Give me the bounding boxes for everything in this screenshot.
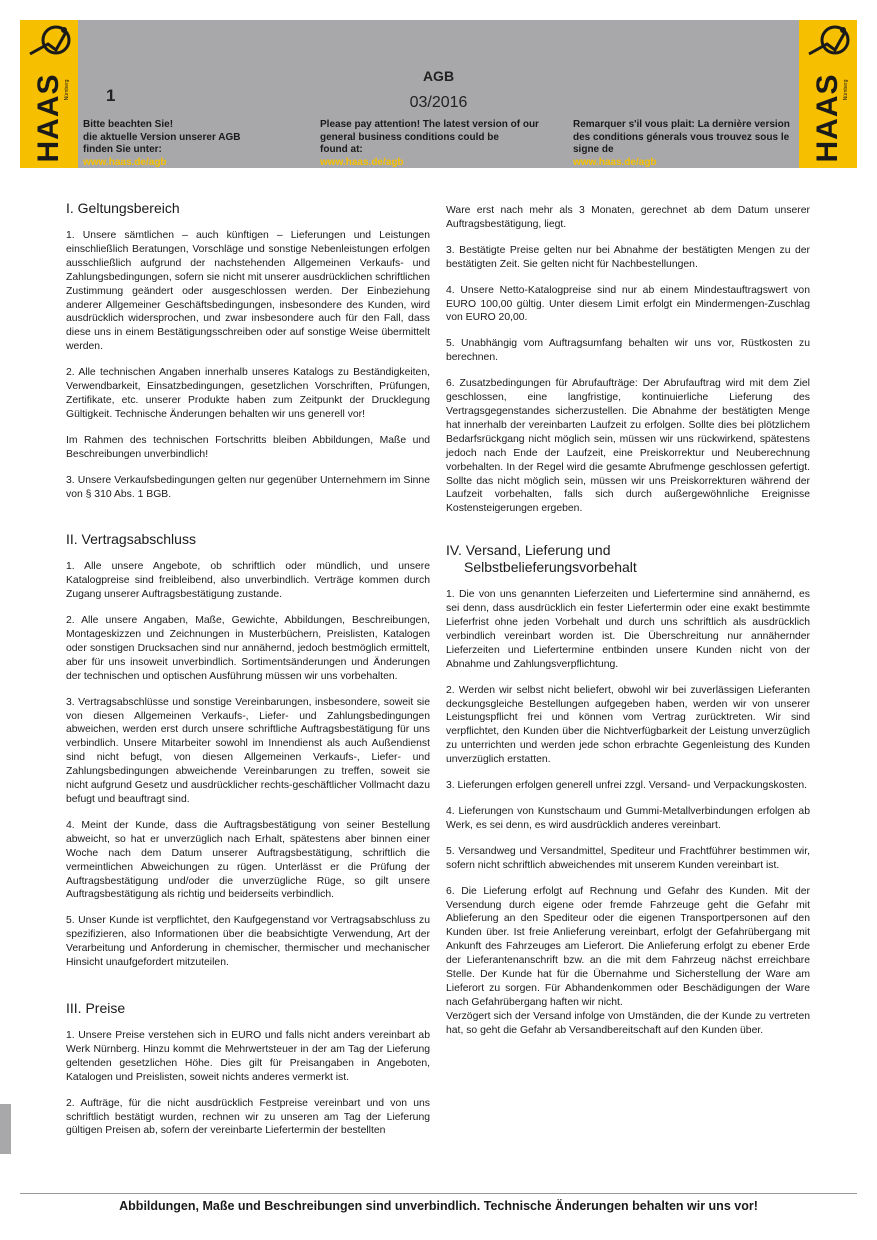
document-title: AGB: [422, 68, 455, 84]
section-title: [446, 542, 810, 576]
paragraph: 1. Unsere Preise verstehen sich in EURO und falls nicht anders vereinbart ab Werk Nürnberg. Hinzu kommt die Mehrwertsteuer in der am Tag der Lieferung geltenden gesetzlichen Höhe. Dies gilt für Preisangaben in Angeboten, Katalogen und Preislisten, soweit nichts anderes vermerkt ist.: [66, 1029, 430, 1083]
paragraph: Im Rahmen des technischen Fortschritts bleiben Abbildungen, Maße und Beschreibungen unverbindlich!: [66, 434, 430, 460]
brand-sub: Nürnberg: [64, 79, 70, 101]
notice-line: Please pay attention! The latest version of our: [320, 119, 539, 130]
paragraph: Ware erst nach mehr als 3 Monaten, gerechnet ab dem Datum unserer Auftragsbestätigung, liegt.: [446, 205, 810, 230]
paragraph: 6. Zusatzbedingungen für Abrufaufträge: Der Abrufauftrag wird mit dem Ziel geschlossen, eine langfristige, kontinuierliche Lieferung des Vertragsgegenstandes sicherzustellen. Die Abnahme der bestätigten Menge hat innerhalb der vereinbarten Laufzeit zu erfolgen. Sollte dies bei plötzlichem Bedarfsrückgang nicht möglich sein, müssen wir uns rückwirkend, spätestens jedoch nach Ende der Laufzeit, eine Preiskorrektur und Neuberechnung vorbehalten. In der Regel wird die gesamte Abrufmenge geschlossen gefertigt. Sollte das nicht möglich sein, müssen wir uns Preiskorrekturen während der Laufzeit vorbehalten, falls sich durch außergewöhnliche Ereignisse Kostensteigerungen ergeben.: [446, 378, 810, 515]
paragraph: 3. Bestätigte Preise gelten nur bei Abnahme der bestätigten Mengen zu der bestätigten Zeit. Sie gelten nicht für Nachbestellungen.: [446, 244, 810, 270]
haas-emblem-icon: [26, 24, 72, 60]
paragraph: 3. Vertragsabschlüsse und sonstige Vereinbarungen, insbesondere, soweit sie von diesen Allgemeinen Verkaufs-, Liefer- und Zahlungsbedingungen abweichen, werden erst durch unsere schriftliche Auftragsbestätigung für uns verbindlich. Unsere Mitarbeiter sowohl im Innendienst als auch Außendienst sind nicht befugt, von diesen Allgemeinen Verkaufs-, Liefer- und Zahlungsbedingungen abweichende Vereinbarungen zu treffen, soweit sie nicht aufgrund Gesetz und ausdrücklicher rechts-geschäftlicher Vollmacht dazu befugt und beauftragt sind.: [66, 696, 430, 805]
right-column: [446, 204, 810, 1050]
paragraph: 5. Unabhängig vom Auftragsumfang behalten wir uns vor, Rüstkosten zu berechnen.: [446, 338, 810, 364]
brand-wordmark: HAAS: [811, 73, 844, 163]
notice-french: [573, 119, 803, 169]
paragraph: 2. Alle unsere Angaben, Maße, Gewichte, Abbildungen, Beschreibungen, Montageskizzen und Zeichnungen in Musterbüchern, Preislisten, Katalogen oder sonstigen Drucksachen sind nur annähernd, jedoch bestmöglich ermittelt, aber für uns insoweit unverbindlich. Sortimentsänderungen und Änderungen der technischen und optischen Ausführung müssen wir uns vorbehalten.: [66, 615, 430, 682]
side-tab-marker: [0, 1104, 11, 1154]
notice-line: die aktuelle Version unserer AGB: [83, 131, 241, 143]
section-title: I. Geltungsbereich: [66, 200, 180, 216]
paragraph: 3. Lieferungen erfolgen generell unfrei zzgl. Versand- und Verpackungskosten.: [446, 780, 808, 792]
notice-line: found at:: [320, 144, 363, 155]
notice-line: Bitte beachten Sie!: [83, 119, 174, 130]
paragraph: 5. Versandweg und Versandmittel, Spediteur und Frachtführer bestimmen wir, sofern nicht schriftlich abweichendes mit unserem Kunden vereinbart ist.: [446, 845, 810, 871]
footer-disclaimer: Abbildungen, Maße und Beschreibungen sind unverbindlich. Technische Änderungen behalten wir uns vor!: [119, 1199, 758, 1213]
notice-line: Remarquer s'il vous plait: La dernière version: [573, 119, 790, 130]
paragraph: 5. Unser Kunde ist verpflichtet, den Kaufgegenstand vor Vertragsabschluss zu spezifizieren, also Informationen über die beabsichtigte Verwendung, Art der Verarbeitung und Anforderung in chemischer, thermischer und mechanischer Hinsicht unaufgefordert mitzuteilen.: [66, 915, 430, 969]
haas-emblem-icon: [805, 24, 851, 60]
agb-link[interactable]: www.haas.de/agb: [573, 156, 657, 168]
footer-divider: [20, 1193, 857, 1194]
paragraph: 2. Aufträge, für die nicht ausdrücklich Festpreise vereinbart und von uns schriftlich bestätigt wurden, rechnen wir zu unseren am Tag der Lieferung gültigen Preisen ab, sofern der vereinbarte Liefertermin der bestellten: [66, 1097, 430, 1137]
section-title-line: Selbstbelieferungsvorbehalt: [464, 559, 637, 576]
section-title: II. Vertragsabschluss: [66, 531, 196, 548]
paragraph: 2. Alle technischen Angaben innerhalb unseres Katalogs zu Beständigkeiten, Verwendbarkeit, Einsatzbedingungen, gesetzlichen Vorschriften, Prüfungen, Zertifikate, etc. unserer Produkte haben zum Zeitpunkt der Drucklegung Gültigkeit. Technische Änderungen behalten wir uns generell vor!: [66, 367, 430, 420]
paragraph: 3. Unsere Verkaufsbedingungen gelten nur gegenüber Unternehmern im Sinne von § 310 Abs. 1 BGB.: [66, 474, 430, 500]
page-number: 1: [106, 86, 116, 105]
paragraph: 4. Unsere Netto-Katalogpreise sind nur ab einem Mindestauftragswert von EURO 100,00 gültig. Unter diesem Limit erfolgt ein Mindermengen-Zuschlag von EURO 20,00.: [446, 284, 810, 324]
document-date: 03/2016: [409, 94, 468, 111]
brand-wordmark: HAAS: [32, 73, 65, 163]
notice-line: finden Sie unter:: [83, 144, 162, 155]
agb-link[interactable]: www.haas.de/agb: [320, 156, 404, 168]
agb-link[interactable]: www.haas.de/agb: [83, 156, 167, 168]
notice-english: [320, 119, 560, 169]
notice-line: signe de: [573, 144, 614, 155]
paragraph: 1. Die von uns genannten Lieferzeiten und Liefertermine sind annähernd, es sei denn, dass ausdrücklich ein fester Liefertermin oder eine exakt bestimmte Lieferfrist ohne jeden Vorbehalt und durch uns schriftlich als ausdrücklich verbindlich vereinbart worden ist. Die Überschreitung nur annähernder Lieferzeiten und Liefertermine entbinden unsere Kunden nicht von der Abnahme und Zahlungsverpflichtung.: [446, 589, 810, 670]
paragraph: 2. Werden wir selbst nicht beliefert, obwohl wir bei zuverlässigen Lieferanten deckungsgleiche Bestellungen aufgegeben haben, werden wir von unserer Leistungspflicht frei und können vom Vertrag zurücktreten. Wir sind verpflichtet, den Kunden über die Nichtverfügbarkeit der Leistung unverzüglich zu unterrichten und werden jede schon erbrachte Gegenleistung des Kunden unverzüglich erstatten.: [446, 684, 810, 766]
paragraph: 4. Meint der Kunde, dass die Auftragsbestätigung von seiner Bestellung abweicht, so hat er unverzüglich nach Erhalt, spätestens aber binnen einer Woche nach dem Datum unserer Auftragsbestätigung, schriftlich die vermeintlichen Abweichungen zu rügen. Unterlässt er die Prüfung der Auftragsbestätigung und/oder die unverzügliche Rüge, so gilt unsere Auftragsbestätigung als richtig und beiderseits verbindlich.: [66, 819, 430, 901]
left-column: [66, 200, 430, 1150]
section-title-line: IV. Versand, Lieferung und: [446, 542, 611, 559]
brand-sub: Nürnberg: [843, 79, 849, 101]
notice-line: des conditions génerals vous trouvez sous le: [573, 131, 790, 143]
paragraph: 1. Unsere sämtlichen – auch künftigen – Lieferungen und Leistungen einschließlich Beratungen, Vorschläge und sonstige Nebenleistungen erfolgen ausschließlich aufgrund der nachstehenden Allgemeinen Verkaufs- und Zahlungsbedingungen, sofern sie nicht mit unserer ausdrücklichen schriftlichen Zustimmung geändert oder ausgeschlossen werden. Der Einbeziehung anderer Allgemeiner Geschäftsbedingungen, insbesondere des Kunden, wird ausdrücklich widersprochen, und zwar insbesondere auch für den Fall, dass diese uns in einem Bestätigungsschreiben oder auf sonstige Weise übermittelt werden.: [66, 230, 430, 353]
page-header: [20, 20, 857, 168]
paragraph: 6. Die Lieferung erfolgt auf Rechnung und Gefahr des Kunden. Mit der Versendung durch eigene oder fremde Fahrzeuge geht die Gefahr mit Ablieferung an den Spediteur oder die eigenen Transportpersonen auf den Kunden über. Ist freie Anlieferung vereinbart, erfolgt der Gefahrübergang mit Ankunft des Fahrzeuges am Lieferort. Die Anlieferung erfolgt zu ebener Erde der Lieferantenanschrift bzw. an die mit dem Fahrzeug nächst erreichbare Stelle. Der Kunde hat für die Übernahme und Sicherstellung der Ware am Lieferort zu sorgen. Für Abhandenkommen oder Beschädigungen der Ware nach Gefahrübergang haften wir nicht.: [446, 885, 810, 1008]
haas-logo-right: [799, 20, 857, 168]
notice-german: [83, 119, 283, 169]
notice-line: general business conditions could be: [320, 131, 499, 143]
paragraph: 1. Alle unsere Angebote, ob schriftlich oder mündlich, und unsere Katalogpreise sind freibleibend, also unverbindlich. Verträge kommen durch Zugang unserer Auftragsbestätigung zustande.: [66, 561, 430, 601]
paragraph: Verzögert sich der Versand infolge von Umständen, die der Kunde zu vertreten hat, so geht die Gefahr ab Versandbereitschaft auf den Kunden über.: [446, 1010, 810, 1036]
section-title: III. Preise: [66, 999, 126, 1016]
paragraph: 4. Lieferungen von Kunstschaum und Gummi-Metallverbindungen erfolgen ab Werk, es sei denn, es wird ausdrücklich anderes vereinbart.: [446, 806, 810, 831]
